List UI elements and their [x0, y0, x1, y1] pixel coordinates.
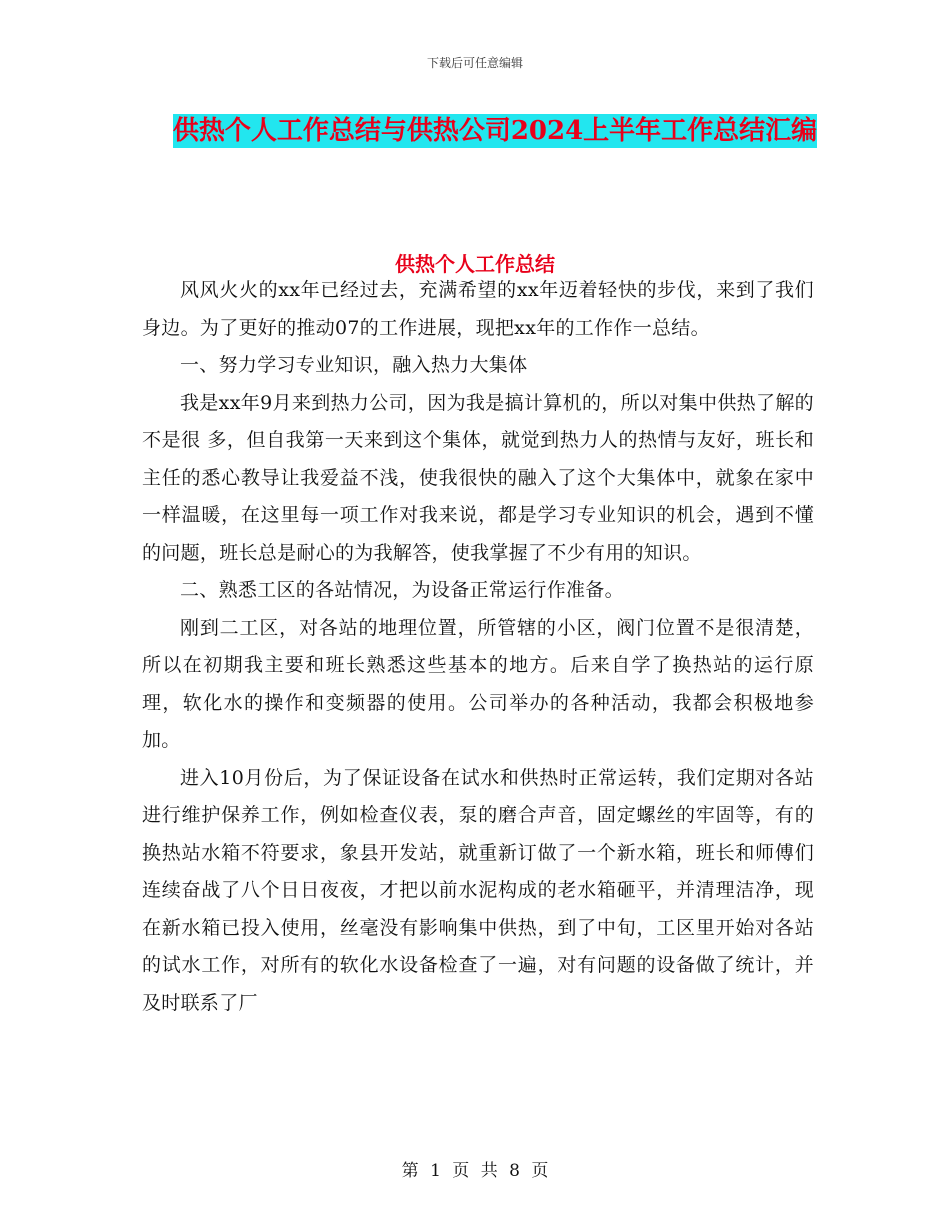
header-note: 下载后可任意编辑 [426, 56, 523, 70]
page-number-footer: 第 1 页 共 8 页 [401, 1161, 549, 1181]
paragraph: 二、熟悉工区的各站情况，为设备正常运行作准备。 [180, 579, 624, 601]
document-title [140, 108, 850, 154]
document-body [142, 272, 814, 1022]
paragraph: 一、努力学习专业知识，融入热力大集体 [180, 354, 528, 376]
paragraph: 刚到二工区，对各站的地理位置，所管辖的小区，阀门位置不是很清楚，所以在初期我主要和班长熟悉这些基本的地方。后来自学了换热站的运行原理，软化水的操作和变频器的使用。公司举办的各种活动，我都会积极地参加。 [142, 616, 814, 751]
document-title-text: 供热个人工作总结与供热公司2024上半年工作总结汇编 [172, 116, 818, 146]
paragraph: 我是xx年9月来到热力公司，因为我是搞计算机的，所以对集中供热了解的不是很 多，但自我第一天来到这个集体，就觉到热力人的热情与友好，班长和主任的悉心教导让我爱益不浅，使我很快的融入了这个大集体中，就象在家中一样温暖，在这里每一项工作对我来说，都是学习专业知识的机会，遇到不懂的问题，班长总是耐心的为我解答，使我掌握了不少有用的知识。 [142, 391, 814, 564]
paragraph: 风风火火的xx年已经过去，充满希望的xx年迈着轻快的步伐，来到了我们身边。为了更好的推动07的工作进展，现把xx年的工作作一总结。 [142, 279, 814, 339]
paragraph: 进入10月份后，为了保证设备在试水和供热时正常运转，我们定期对各站进行维护保养工作，例如检查仪表，泵的磨合声音，固定螺丝的牢固等，有的换热站水箱不符要求，象县开发站，就重新订做了一个新水箱，班长和师傅们连续奋战了八个日日夜夜，才把以前水泥构成的老水箱砸平，并清理洁净，现在新水箱已投入使用，丝毫没有影响集中供热，到了中旬，工区里开始对各站的试水工作，对所有的软化水设备检查了一遍，对有问题的设备做了统计，并及时联系了厂 [142, 766, 814, 1014]
section-title: 供热个人工作总结 [395, 252, 555, 276]
